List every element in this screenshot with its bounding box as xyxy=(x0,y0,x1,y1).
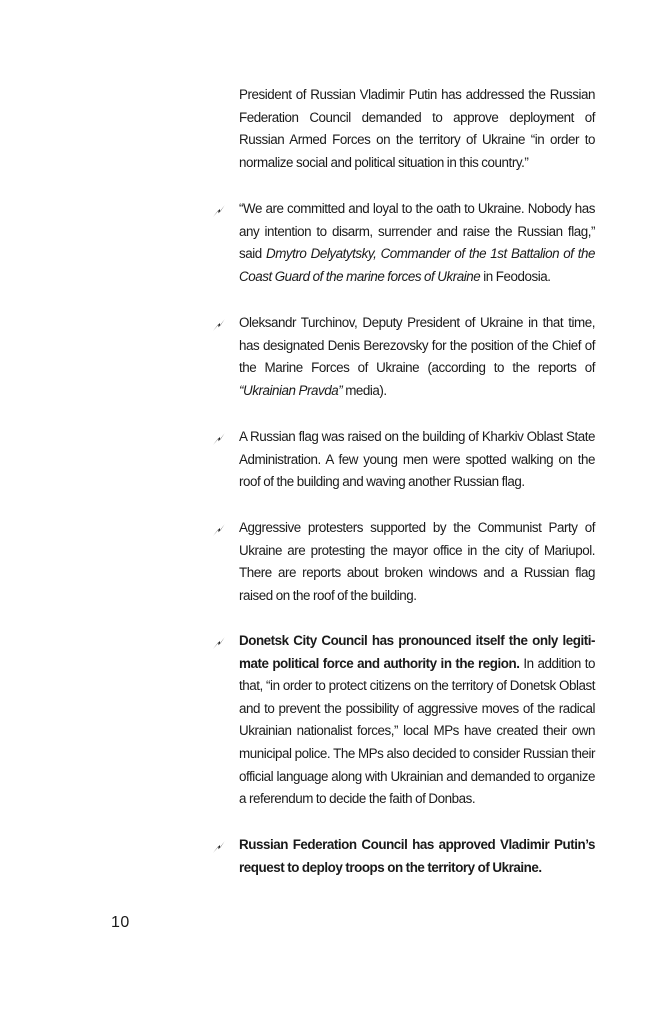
page-number: 10 xyxy=(111,914,130,931)
paragraph-kharkiv xyxy=(239,426,595,494)
text-run: in Feodosia. xyxy=(480,268,551,284)
lightning-bolt-icon xyxy=(212,204,228,218)
text-run: Russian Federation Council has approved Vladimir Putin’s request to deploy troops on the territory of Ukraine. xyxy=(239,837,595,875)
paragraph-donetsk xyxy=(239,630,595,811)
paragraph-turchinov xyxy=(239,312,595,402)
text-run: A Russian flag was raised on the building of Kharkiv Oblast State Administration. A few young men were spotted walking on the roof of the building and waving another Russian flag. xyxy=(239,429,595,490)
text-run: In addition to that, “in order to protect citizens on the territory of Donetsk Oblast and to prevent the possibility of aggressive moves of the radical Ukrainian nationalist forces,” local MPs have created their own municipal police. The MPs also decided to consider Russian their official language along with Ukrainian and demanded to organize a referendum to decide the faith of Donbas. xyxy=(239,655,595,807)
text-run: President of Russian Vladimir Putin has addressed the Russian Federation Council demanded to approve deployment of Russian Armed Forces on the territory of Ukraine “in order to normalize social and political situation in this country.” xyxy=(239,87,595,170)
text-run: Dmytro Delyatytsky, Commander of the 1st Battalion of the Coast Guard of the marine forces of Ukraine xyxy=(239,246,595,284)
lightning-bolt-icon xyxy=(212,840,228,854)
text-run: “We are committed and loyal to the oath to Ukraine. Nobody has any intention to disarm, surrender and raise the Russian flag,” said xyxy=(239,201,595,262)
lightning-bolt-icon xyxy=(212,523,228,537)
text-run: Oleksandr Turchinov, Deputy President of Ukraine in that time, has designated Denis Berezovsky for the position of the Chief of the Marine Forces of Ukraine (according to the reports of xyxy=(239,315,595,376)
paragraph-mariupol xyxy=(239,517,595,607)
text-run: media). xyxy=(342,382,387,398)
paragraph-federation-council xyxy=(239,834,595,879)
text-run: Donetsk City Council has pronounced itself the only legiti-mate political force and authority in the region. xyxy=(239,633,595,671)
lightning-bolt-icon xyxy=(212,318,228,332)
paragraph-delyatytsky xyxy=(239,198,595,288)
lightning-bolt-icon xyxy=(212,636,228,650)
text-run: “Ukrainian Pravda” xyxy=(239,382,343,398)
text-run: Aggressive protesters supported by the Communist Party of Ukraine are protesting the mayor office in the city of Mariupol. There are reports about broken windows and a Russian flag raised on the roof of the building. xyxy=(239,520,595,603)
lightning-bolt-icon xyxy=(212,432,228,446)
paragraph-intro xyxy=(239,84,595,174)
